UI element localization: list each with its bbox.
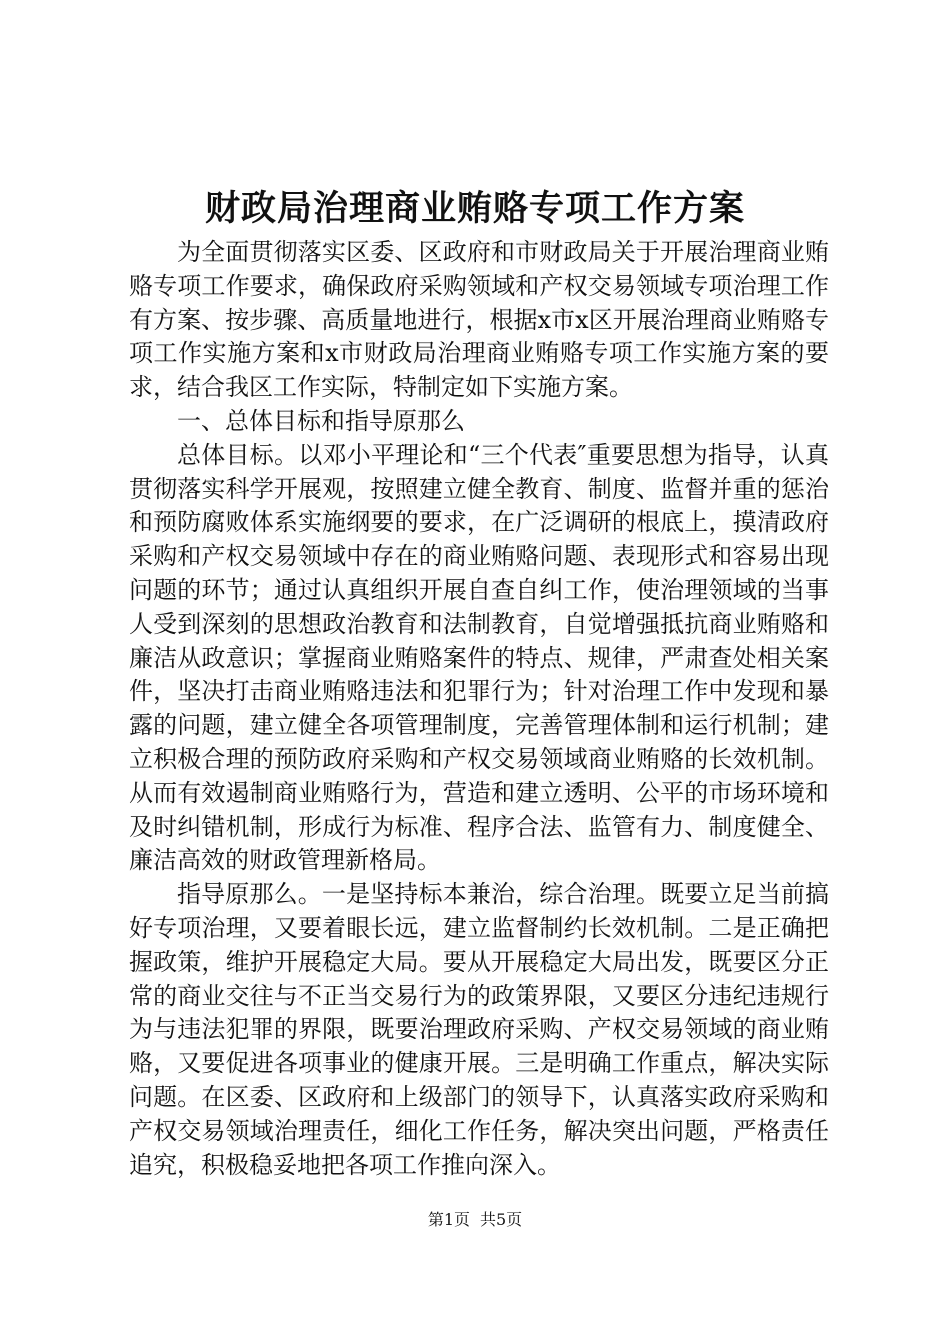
page-number: 第1页 — [427, 1210, 470, 1229]
paragraph-guiding-principles: 指导原那么。一是坚持标本兼治，综合治理。既要立足当前搞好专项治理，又要着眼长远，建立监督制约长效机制。二是正确把握政策，维护开展稳定大局。要从开展稳定大局出发，既要区分正常的商业交往与不正当交易行为的政策界限，又要区分违纪违规行为与违法犯罪的界限，既要治理政府采购、产权交易领域的商业贿赂，又要促进各项事业的健康开展。三是明确工作重点，解决实际问题。在区委、区政府和上级部门的领导下，认真落实政府采购和产权交易领域治理责任，细化工作任务，解决突出问题，严格责任追究，积极稳妥地把各项工作推向深入。 — [129, 880, 829, 1179]
paragraph-intro: 为全面贯彻落实区委、区政府和市财政局关于开展治理商业贿赂专项工作要求，确保政府采购领域和产权交易领域专项治理工作有方案、按步骤、高质量地进行，根据x市x区开展治理商业贿赂专项工作实施方案和x市财政局治理商业贿赂专项工作实施方案的要求，结合我区工作实际，特制定如下实施方案。 — [129, 238, 829, 402]
section-heading-1: 一、总体目标和指导原那么 — [177, 406, 465, 435]
page-footer — [0, 1210, 950, 1230]
document-title: 财政局治理商业贿赂专项工作方案 — [204, 188, 745, 229]
paragraph-overall-goal: 总体目标。以邓小平理论和“三个代表″重要思想为指导，认真贯彻落实科学开展观，按照建立健全教育、制度、监督并重的惩治和预防腐败体系实施纲要的要求，在广泛调研的根底上，摸清政府采购和产权交易领域中存在的商业贿赂问题、表现形式和容易出现问题的环节；通过认真组织开展自查自纠工作，使治理领域的当事人受到深刻的思想政治教育和法制教育，自觉增强抵抗商业贿赂和廉洁从政意识；掌握商业贿赂案件的特点、规律，严肃查处相关案件，坚决打击商业贿赂违法和犯罪行为；针对治理工作中发现和暴露的问题，建立健全各项管理制度，完善管理体制和运行机制；建立积极合理的预防政府采购和产权交易领域商业贿赂的长效机制。从而有效遏制商业贿赂行为，营造和建立透明、公平的市场环境和及时纠错机制，形成行为标准、程序合法、监管有力、制度健全、廉洁高效的财政管理新格局。 — [129, 440, 829, 875]
page-total: 共5页 — [480, 1210, 523, 1229]
document-body — [129, 236, 829, 1182]
